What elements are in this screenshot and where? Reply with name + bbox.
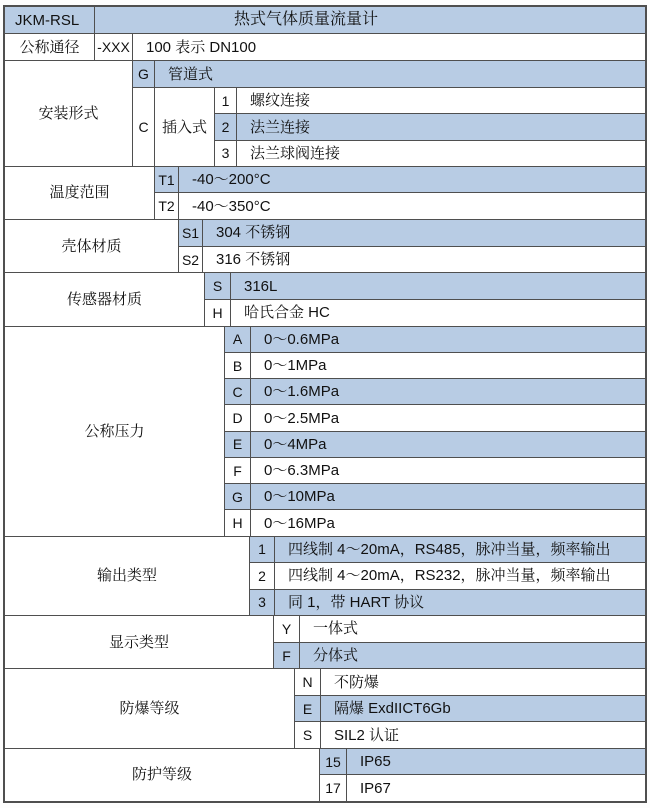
- option-value: 不防爆: [334, 673, 380, 691]
- temperature-option-t1: [155, 167, 645, 193]
- output-option-3: [250, 589, 645, 615]
- option-value: 0～1.6MPa: [264, 383, 340, 401]
- option-value: 0～10MPa: [264, 488, 335, 506]
- pressure-option: [225, 404, 645, 430]
- explosion-option-sil2: [295, 721, 645, 747]
- option-value: 法兰连接: [250, 118, 311, 136]
- pressure-option: [225, 431, 645, 457]
- option-value: 四线制 4～20mA，RS232，脉冲当量，频率输出: [288, 567, 611, 585]
- option-value: 0～1MPa: [264, 357, 327, 374]
- insert-option-flange: [215, 113, 645, 139]
- pressure-option: [225, 378, 645, 404]
- section-display-type: [5, 615, 645, 668]
- option-value: 分体式: [313, 647, 359, 665]
- temperature-option-t2: [155, 192, 645, 219]
- nominal-diameter-code: -XXX: [95, 34, 133, 60]
- option-code: A: [225, 327, 251, 352]
- sensor-option-h: [205, 299, 645, 326]
- option-code: S1: [179, 220, 203, 246]
- option-code: D: [225, 405, 251, 430]
- option-code: H: [225, 510, 251, 535]
- option-value: -40～200°C: [192, 171, 271, 189]
- option-code: 3: [250, 590, 275, 615]
- option-code: N: [295, 669, 321, 694]
- option-code: 2: [215, 114, 237, 139]
- option-code: S: [205, 273, 231, 299]
- option-value: 哈氏合金 HC: [244, 304, 330, 322]
- option-code: S2: [179, 247, 203, 273]
- section-protection-grade: [5, 748, 645, 801]
- explosion-option-flameproof: [295, 695, 645, 721]
- temperature-range-label: 温度范围: [5, 167, 155, 219]
- option-value: IP65: [360, 753, 391, 771]
- pressure-option: [225, 509, 645, 535]
- install-type-rows: [133, 61, 645, 166]
- option-code: 17: [320, 775, 347, 801]
- insert-option-ball-valve: [215, 140, 645, 166]
- pressure-option: [225, 327, 645, 352]
- output-rows: [250, 537, 645, 615]
- section-explosion-proof: [5, 668, 645, 747]
- option-code: 1: [250, 537, 275, 562]
- install-option-pipe: [133, 61, 645, 87]
- header-row: [5, 7, 645, 33]
- option-code: S: [295, 722, 321, 747]
- option-code: G: [133, 61, 155, 87]
- insert-type-name: 插入式: [155, 88, 215, 166]
- insert-sub-rows: [215, 88, 645, 166]
- option-value: 同 1，带 HART 协议: [288, 593, 425, 611]
- protection-option-ip67: [320, 774, 645, 801]
- option-code: C: [133, 88, 155, 166]
- option-value: 316 不锈钢: [216, 251, 291, 269]
- option-code: 3: [215, 141, 237, 166]
- nominal-diameter-value: 100 表示 DN100: [146, 38, 257, 56]
- nominal-pressure-label: 公称压力: [5, 327, 225, 536]
- section-sensor-material: [5, 272, 645, 325]
- display-rows: [274, 616, 645, 668]
- install-option-insert: [133, 87, 645, 166]
- output-option-2: [250, 562, 645, 588]
- sensor-option-s: [205, 273, 645, 299]
- explosion-option-none: [295, 669, 645, 694]
- option-code: 2: [250, 563, 275, 588]
- model-selection-table: [3, 5, 647, 803]
- option-code: Y: [274, 616, 300, 642]
- option-value: 四线制 4～20mA，RS485，脉冲当量，频率输出: [288, 540, 611, 558]
- display-type-label: 显示类型: [5, 616, 274, 668]
- output-option-1: [250, 537, 645, 562]
- option-value: -40～350°C: [192, 197, 271, 215]
- option-code: 1: [215, 88, 237, 113]
- option-code: T1: [155, 167, 179, 193]
- model-code: JKM-RSL: [5, 7, 95, 33]
- option-value: 0～2.5MPa: [264, 409, 340, 427]
- protection-grade-label: 防护等级: [5, 749, 320, 801]
- explosion-proof-label: 防爆等级: [5, 669, 295, 747]
- nominal-diameter-row: [5, 33, 645, 60]
- protection-option-ip65: [320, 749, 645, 775]
- option-value: 一体式: [313, 620, 359, 638]
- install-type-label: 安装形式: [5, 61, 133, 166]
- temperature-rows: [155, 167, 645, 219]
- option-code: E: [225, 432, 251, 457]
- option-value: 0～0.6MPa: [264, 330, 340, 348]
- option-code: F: [274, 643, 300, 669]
- option-code: E: [295, 696, 321, 721]
- option-value: 法兰球阀连接: [250, 144, 341, 162]
- option-value: 0～16MPa: [264, 514, 335, 532]
- option-code: G: [225, 484, 251, 509]
- option-code: 15: [320, 749, 347, 775]
- section-housing-material: [5, 219, 645, 272]
- section-temperature-range: [5, 166, 645, 219]
- option-code: H: [205, 300, 231, 326]
- section-nominal-pressure: [5, 326, 645, 536]
- display-option-remote: [274, 642, 645, 669]
- pressure-rows: [225, 327, 645, 536]
- protection-rows: [320, 749, 645, 801]
- option-code: T2: [155, 193, 179, 219]
- option-code: C: [225, 379, 251, 404]
- insert-option-thread: [215, 88, 645, 113]
- housing-option-s2: [179, 246, 645, 273]
- option-value: 0～6.3MPa: [264, 462, 340, 480]
- sensor-material-label: 传感器材质: [5, 273, 205, 325]
- housing-option-s1: [179, 220, 645, 246]
- housing-material-label: 壳体材质: [5, 220, 179, 272]
- section-output-type: [5, 536, 645, 615]
- option-value: 316L: [244, 277, 278, 295]
- pressure-option: [225, 457, 645, 483]
- section-install-type: [5, 60, 645, 166]
- display-option-integrated: [274, 616, 645, 642]
- output-type-label: 输出类型: [5, 537, 250, 615]
- option-value: 304 不锈钢: [216, 224, 291, 242]
- pressure-option: [225, 483, 645, 509]
- nominal-diameter-label: 公称通径: [5, 34, 95, 60]
- sensor-rows: [205, 273, 645, 325]
- option-value: 螺纹连接: [250, 92, 311, 110]
- option-value: 0～4MPa: [264, 435, 327, 453]
- explosion-rows: [295, 669, 645, 747]
- product-title: 热式气体质量流量计: [233, 11, 378, 29]
- option-value: IP67: [360, 779, 391, 797]
- option-value: 管道式: [168, 65, 214, 83]
- housing-rows: [179, 220, 645, 272]
- option-value: SIL2 认证: [334, 726, 400, 744]
- option-value: 隔爆 ExdIICT6Gb: [334, 700, 451, 718]
- option-code: F: [225, 458, 251, 483]
- pressure-option: [225, 352, 645, 378]
- option-code: B: [225, 353, 251, 378]
